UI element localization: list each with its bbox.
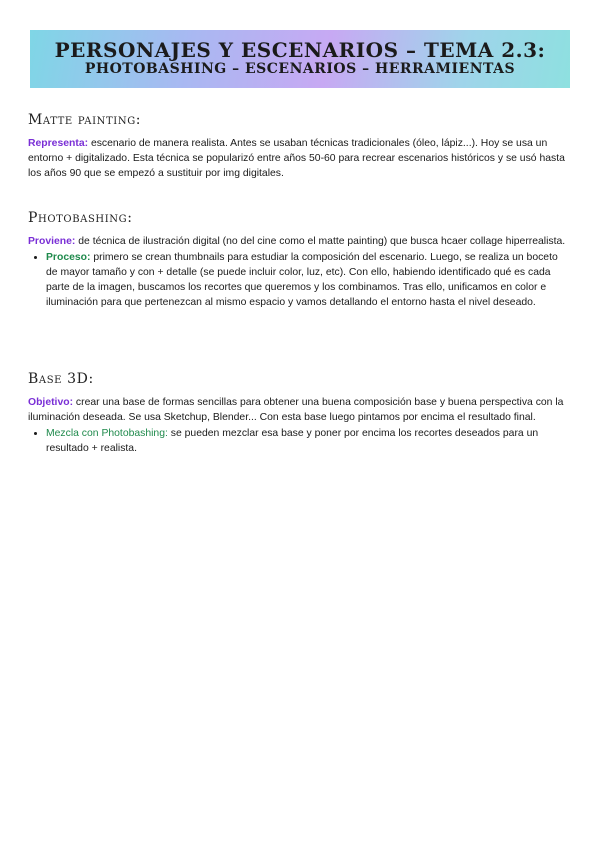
list-item-text: se pueden mezclar esa base y poner por encima los recortes deseados para un resultado + realista. <box>46 428 539 454</box>
list-item <box>46 250 572 310</box>
section-matte-painting <box>28 112 572 181</box>
section-photobashing <box>28 210 572 310</box>
section-heading: Photobashing: <box>28 210 133 226</box>
keyword-label: Mezcla con Photobashing: <box>46 428 168 439</box>
keyword-label: Proviene: <box>28 236 76 247</box>
paragraph <box>28 395 572 425</box>
bullet-list <box>28 250 572 310</box>
bullet-list <box>28 426 572 456</box>
paragraph-text: crear una base de formas sencillas para obtener una buena composición base y buena perspectiva con la iluminación deseada. Se usa Sketchup, Blender... Con esta base luego pintamos por encima el resultado final. <box>28 397 564 423</box>
paragraph-text: escenario de manera realista. Antes se usaban técnicas tradicionales (óleo, lápiz...). Hoy se usa un entorno + digitalizado. Esta técnica se popularizó entre años 50-60 para recrear escenarios históricos y se usó hasta los años 90 que se empezó a sustituir por img digitales. <box>28 138 565 179</box>
paragraph <box>28 136 572 181</box>
paragraph <box>28 234 572 249</box>
list-item <box>46 426 572 456</box>
keyword-label: Objetivo: <box>28 397 74 408</box>
keyword-label: Representa: <box>28 138 89 149</box>
section-heading: Matte painting: <box>28 112 142 128</box>
page-title: PERSONAJES Y ESCENARIOS – TEMA 2.3: <box>54 38 546 62</box>
section-base-3d <box>28 371 572 456</box>
keyword-label: Proceso: <box>46 252 91 263</box>
title-banner <box>30 30 570 88</box>
paragraph-text: de técnica de ilustración digital (no del cine como el matte painting) que busca hcaer collage hiperrealista. <box>75 236 566 247</box>
section-heading: Base 3D: <box>28 371 94 387</box>
list-item-text: primero se crean thumbnails para estudiar la composición del escenario. Luego, se realiza un boceto de mayor tamaño y con + detalle (se puede incluir color, luz, etc). Con ello, habiendo identificado qué es cada parte de la imagen, buscamos los recortes que queremos y los combinamos. Tras ello, unificamos en color e iluminación para que pertenezcan al mismo espacio y vamos detallando el entorno hasta el nivel deseado. <box>46 252 558 308</box>
page-subtitle: PHOTOBASHING – ESCENARIOS – HERRAMIENTAS <box>84 61 516 77</box>
